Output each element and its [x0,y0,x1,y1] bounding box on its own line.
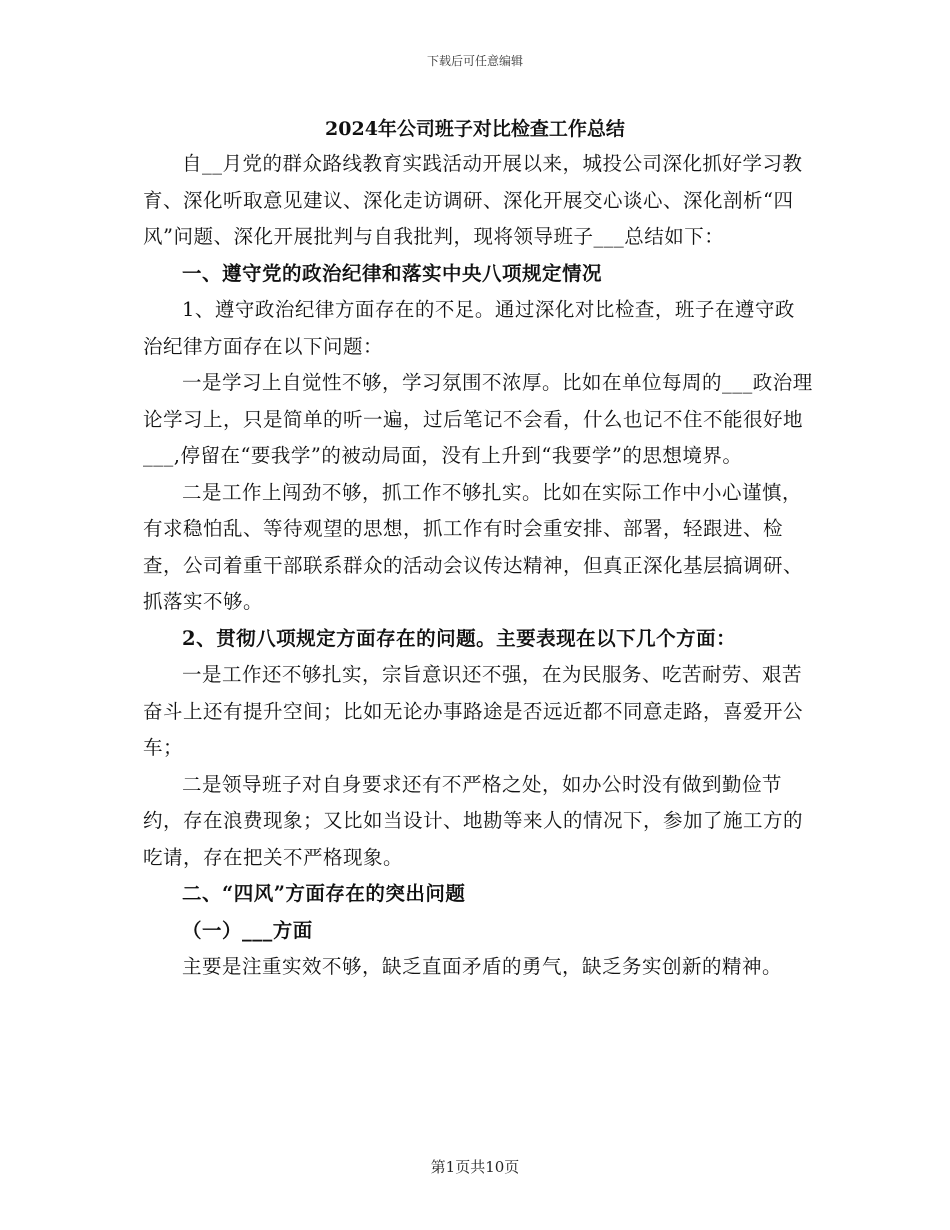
paragraph-work-solidity: 一是工作还不够扎实，宗旨意识还不强，在为民服务、吃苦耐劳、艰苦奋斗上还有提升空间；比如无论办事路途是否远近都不同意走路，喜爱开公车； [143,663,804,759]
paragraph-study-issue: 一是学习上自觉性不够，学习氛围不浓厚。比如在单位每周的___政治理论学习上，只是简单的听一遍，过后笔记不会看，什么也记不住不能很好地___,停留在“要我学”的被动局面，没有上升到“我要学”的思想境界。 [143,371,813,467]
page-header-note: 下载后可任意编辑 [426,54,523,68]
heading-eight-rules: 2、贯彻八项规定方面存在的问题。主要表现在以下几个方面： [182,626,737,650]
page-number-footer: 第1页共10页 [430,1158,520,1176]
document-body [143,146,813,986]
paragraph-political-discipline: 1、遵守政治纪律方面存在的不足。通过深化对比检查，班子在遵守政治纪律方面存在以下问题： [143,298,795,358]
document-title: 2024年公司班子对比检查工作总结 [325,118,625,140]
paragraph-main-issue: 主要是注重实效不够，缺乏直面矛盾的勇气，缺乏务实创新的精神。 [182,955,783,978]
paragraph-work-issue: 二是工作上闯劲不够，抓工作不够扎实。比如在实际工作中小心谨慎，有求稳怕乱、等待观望的思想，抓工作有时会重安排、部署，轻跟进、检查，公司着重干部联系群众的活动会议传达精神，但真正深化基层搞调研、抓落实不够。 [143,480,804,613]
paragraph-intro: 自__月党的群众路线教育实践活动开展以来，城投公司深化抓好学习教育、深化听取意见建议、深化走访调研、深化开展交心谈心、深化剖析“四风”问题、深化开展批判与自我批判，现将领导班子___总结如下： [143,152,803,248]
heading-section-2: 二、“四风”方面存在的突出问题 [182,882,466,905]
paragraph-self-requirements: 二是领导班子对自身要求还有不严格之处，如办公时没有做到勤俭节约，存在浪费现象；又比如当设计、地勘等来人的情况下，参加了施工方的吃请，存在把关不严格现象。 [143,772,804,869]
heading-section-1: 一、遵守党的政治纪律和落实中央八项规定情况 [182,261,603,285]
heading-subsection-1: （一）___方面 [182,918,313,942]
